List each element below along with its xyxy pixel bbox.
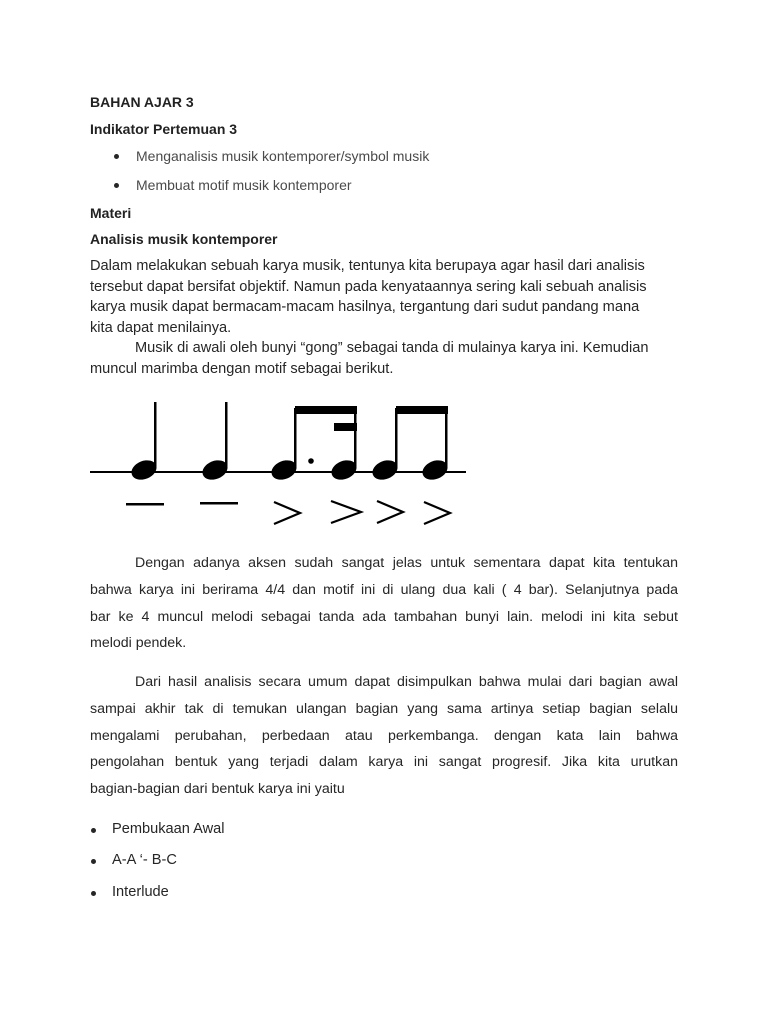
quarter-note [200,402,231,483]
bullet-icon [114,154,119,159]
text-line: bahwa karya ini berirama 4/4 dan motif ini di ulang dua kali ( 4 bar). Selanjutnya pada [90,581,678,598]
bullet-icon [91,828,96,833]
text-line: mengalami perubahan, perbedaan atau perkembanga. dengan kata lain bahwa [90,727,678,744]
accent-mark [331,501,361,523]
text-line: karya musik dapat bermacam-macam hasilnya, tergantung dari sudut pandang mana [90,299,640,315]
paragraph-accent-analysis [90,550,678,657]
indicator-item: Membuat motif musik kontemporer [136,177,352,193]
text-line: kita dapat menilainya. [90,319,232,336]
text-line: bagian-bagian dari bentuk karya ini yaitu [90,781,345,798]
text-line: Dari hasil analisis secara umum dapat disimpulkan bahwa mulai dari bagian awal [135,674,678,690]
text-line: Dalam melakukan sebuah karya musik, tentunya kita berupaya agar hasil dari analisis [90,258,645,274]
list-item: A-A ‘- B-C [112,852,177,868]
text-line: bar ke 4 muncul melodi sebagai tanda ada tambahan bunyi lain. melodi ini kita sebut [90,608,678,625]
rhythm-notation-figure [88,396,472,532]
bullet-icon [91,859,96,864]
list-item: Pembukaan Awal [112,821,225,837]
bullet-icon [91,891,96,896]
tenuto-mark [200,502,238,505]
bullet-icon [114,183,119,188]
text-line: pengolahan bentuk yang terjadi dalam karya ini sangat progresif. Jika kita urutkan [90,754,678,771]
accent-mark [377,501,403,523]
accent-mark [274,502,300,524]
document-title: BAHAN AJAR 3 [90,94,194,110]
text-line: muncul marimba dengan motif sebagai berikut. [90,360,394,377]
text-line: sampai akhir tak di temukan ulangan bagian yang sama artinya setiap bagian selalu [90,700,678,717]
quarter-note [129,402,160,483]
list-item: Interlude [112,884,169,900]
accent-mark [424,502,450,524]
indicator-item: Menganalisis musik kontemporer/symbol musik [136,148,430,164]
tenuto-mark [126,503,164,506]
text-line: melodi pendek. [90,635,187,652]
section-heading: Analisis musik kontemporer [90,231,278,247]
materi-heading: Materi [90,205,132,221]
text-line: tersebut dapat bersifat objektif. Namun pada kenyataannya sering kali sebuah analisis [90,278,647,295]
text-line: Musik di awali oleh bunyi “gong” sebagai tanda di mulainya karya ini. Kemudian [135,340,649,356]
text-line: Dengan adanya aksen sudah sangat jelas untuk sementara dapat kita tentukan [135,555,678,571]
paragraph-conclusion [90,669,678,803]
indicator-heading: Indikator Pertemuan 3 [90,121,238,137]
